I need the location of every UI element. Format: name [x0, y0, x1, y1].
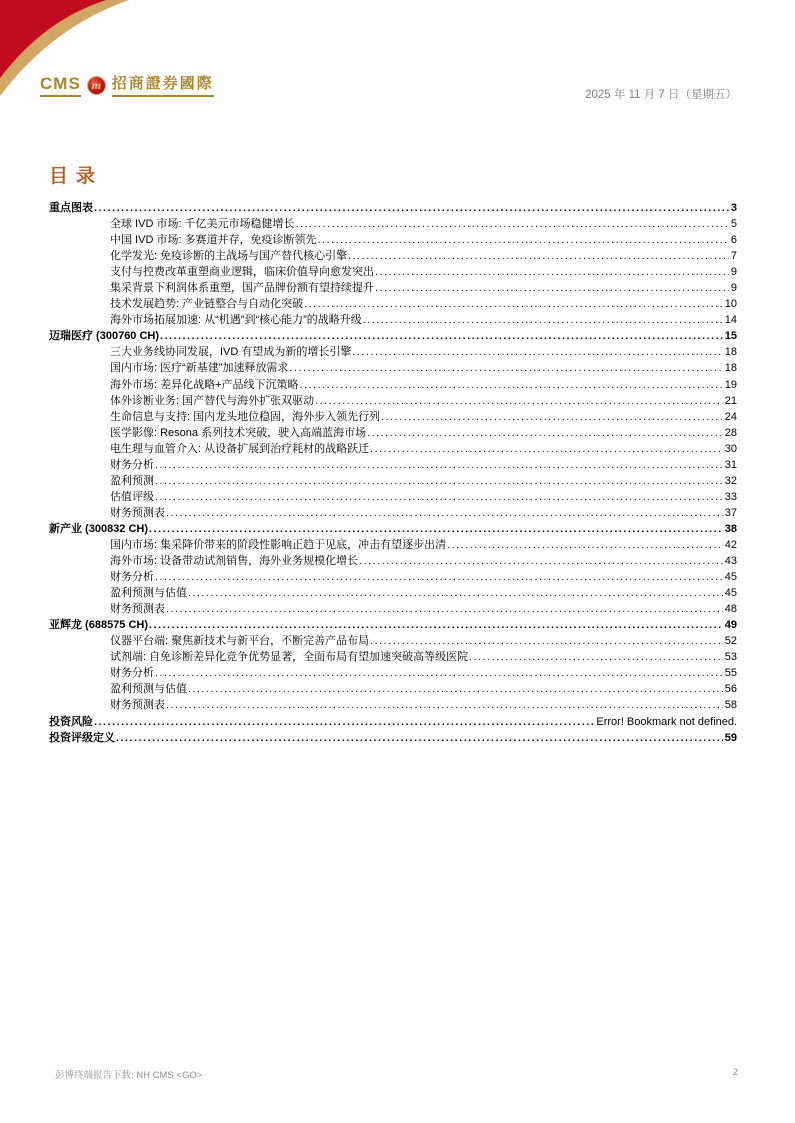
toc-entry-title: 盈利预测与估值: [110, 587, 187, 600]
toc-entry-title: 财务预测表: [110, 699, 165, 712]
toc-entry-title: 仪器平台端: 聚焦新技术与新平台，不断完善产品布局: [110, 635, 370, 648]
toc-leader: [303, 296, 723, 312]
toc-entry-page: 58: [724, 699, 737, 712]
toc-entry-title: 海外市场: 设备带动试剂销售，海外业务规模化增长: [110, 555, 359, 568]
toc-entry-title: 盈利预测与估值: [110, 683, 187, 696]
cms-brand-name: 招商證券國際: [112, 77, 214, 97]
toc-leader: [380, 409, 723, 425]
toc-entry-title: 电生理与血管介入: 从设备扩展到治疗耗材的战略跃迁: [110, 442, 370, 455]
toc-entry-page: 37: [724, 506, 737, 519]
bloomberg-code: 彭博终端报告下载: NH CMS <GO>: [55, 1070, 203, 1081]
toc-entry-title: 化学发光: 免疫诊断的主战场与国产替代核心引擎: [110, 250, 348, 263]
toc-entry-title: 三大业务线协同发展，IVD 有望成为新的增长引擎: [110, 346, 352, 359]
toc-entry-title: 集采背景下利润体系重塑，国产品牌份额有望持续提升: [110, 282, 374, 295]
toc-entry[interactable]: [49, 457, 737, 473]
toc-leader: [288, 360, 722, 376]
toc-entry[interactable]: [49, 328, 737, 344]
toc-leader: [159, 328, 723, 344]
toc-leader: [362, 312, 723, 328]
toc-entry[interactable]: [49, 617, 737, 633]
toc-leader: [351, 344, 722, 360]
toc-entry[interactable]: [49, 377, 737, 393]
toc-leader: [374, 280, 729, 296]
toc-entry-title: 重点图表: [49, 202, 93, 214]
toc-entry-page: 55: [724, 667, 737, 680]
toc-entry[interactable]: [49, 633, 737, 649]
toc-entry-page: 32: [724, 474, 737, 487]
toc-entry-title: 盈利预测: [110, 474, 154, 487]
toc-leader: [154, 489, 723, 505]
toc-entry-page: 33: [724, 490, 737, 503]
toc-entry-page: 31: [724, 458, 737, 471]
toc-entry-page: 6: [730, 234, 737, 247]
toc-entry[interactable]: [49, 200, 737, 216]
toc-entry-page: 43: [724, 555, 737, 568]
toc-leader: [165, 601, 723, 617]
toc-entry-title: 投资风险: [49, 715, 93, 728]
table-of-contents: [49, 161, 737, 746]
toc-entry-title: 支付与控费改革重塑商业逻辑，临床价值导向愈发突出: [110, 266, 374, 279]
toc-entry[interactable]: [49, 714, 737, 730]
toc-leader: [299, 377, 723, 393]
toc-entry[interactable]: [49, 730, 737, 746]
page-number: 2: [732, 1067, 738, 1078]
toc-entry[interactable]: [49, 425, 737, 441]
toc-entry-page: 42: [724, 538, 737, 551]
toc-entry[interactable]: [49, 537, 737, 553]
toc-entry-page: 14: [724, 314, 737, 327]
toc-leader: [366, 425, 723, 441]
toc-entry-page: 59: [724, 731, 737, 744]
toc-entry-page: 3: [730, 202, 737, 214]
toc-entry-title: 医学影像: Resona 系列技术突破，驶入高端蓝海市场: [110, 426, 367, 439]
toc-leader: [154, 473, 723, 489]
toc-entry[interactable]: [49, 280, 737, 296]
toc-leader: [317, 232, 729, 248]
toc-entry-title: 亚辉龙 (688575 CH): [49, 619, 149, 632]
toc-entry-title: 体外诊断业务: 国产替代与海外扩张双驱动: [110, 394, 315, 407]
toc-entry[interactable]: [49, 344, 737, 360]
toc-entry-title: 国内市场: 医疗“新基建”加速释放需求: [110, 362, 289, 375]
toc-entry-title: 估值评级: [110, 490, 154, 503]
toc-entry-title: 海外市场拓展加速: 从“机遇”到“核心能力”的战略升级: [110, 314, 362, 327]
toc-entry-page: 28: [724, 426, 737, 439]
toc-entry-page: 18: [724, 362, 737, 375]
toc-leader: [115, 730, 723, 746]
toc-leader: [314, 393, 723, 409]
toc-entry[interactable]: [49, 681, 737, 697]
toc-entry[interactable]: [49, 409, 737, 425]
toc-entry-page: 18: [724, 346, 737, 359]
toc-leader: [468, 649, 723, 665]
toc-entry-title: 财务分析: [110, 458, 154, 471]
toc-entry[interactable]: [49, 665, 737, 681]
toc-leader: [187, 585, 723, 601]
toc-entry-title: 全球 IVD 市场: 千亿美元市场稳健增长: [110, 218, 295, 231]
toc-entry[interactable]: [49, 601, 737, 617]
toc-entry-page: 10: [724, 298, 737, 311]
toc-entry[interactable]: [49, 569, 737, 585]
toc-entry-page: 49: [724, 619, 737, 632]
footer: [55, 1067, 738, 1081]
toc-leader: [165, 697, 723, 713]
toc-entry[interactable]: [49, 248, 737, 264]
toc-entry-page: 45: [724, 587, 737, 600]
toc-leader: [148, 617, 723, 633]
toc-entry-title: 国内市场: 集采降价带来的阶段性影响正趋于见底，冲击有望逐步出清: [110, 538, 447, 551]
toc-entry-page: 30: [724, 442, 737, 455]
toc-leader: [295, 216, 729, 232]
toc-entry-page: 9: [730, 266, 737, 279]
toc-entry-page: 56: [724, 683, 737, 696]
toc-entry[interactable]: [49, 473, 737, 489]
toc-leader: [93, 714, 594, 730]
toc-entry[interactable]: [49, 296, 737, 312]
toc-entry[interactable]: [49, 360, 737, 376]
toc-entry-page: 48: [724, 603, 737, 616]
toc-leader: [154, 457, 723, 473]
toc-entry-title: 海外市场: 差异化战略+产品线下沉策略: [110, 378, 299, 391]
toc-entry[interactable]: [49, 264, 737, 280]
toc-entry[interactable]: [49, 441, 737, 457]
toc-list: [49, 200, 737, 746]
toc-entry[interactable]: [49, 585, 737, 601]
toc-entry[interactable]: [49, 232, 737, 248]
toc-entry[interactable]: [49, 697, 737, 713]
toc-entry-page: 52: [724, 635, 737, 648]
toc-title: 目录: [49, 166, 104, 187]
toc-entry-page: 45: [724, 571, 737, 584]
toc-entry-page: 5: [730, 218, 737, 231]
toc-leader: [374, 264, 729, 280]
toc-entry[interactable]: [49, 489, 737, 505]
toc-entry[interactable]: [49, 553, 737, 569]
toc-entry-title: 生命信息与支持: 国内龙头地位稳固，海外步入领先行列: [110, 410, 381, 423]
toc-entry-title: 迈瑞医疗 (300760 CH): [49, 330, 160, 343]
toc-entry-title: 财务预测表: [110, 506, 165, 519]
toc-entry[interactable]: [49, 521, 737, 537]
toc-leader: [187, 681, 723, 697]
toc-leader: [446, 537, 723, 553]
toc-entry-page: 9: [730, 282, 737, 295]
toc-entry-page: 21: [724, 394, 737, 407]
toc-entry-page: 38: [724, 522, 737, 535]
toc-entry-title: 财务分析: [110, 667, 154, 680]
toc-entry-title: 技术发展趋势: 产业链整合与自动化突破: [110, 298, 304, 311]
report-date: 2025 年 11 月 7 日（星期五）: [585, 89, 737, 101]
toc-leader: [148, 521, 723, 537]
toc-entry-page: 19: [724, 378, 737, 391]
toc-leader: [369, 441, 723, 457]
toc-entry[interactable]: [49, 649, 737, 665]
toc-entry[interactable]: [49, 393, 737, 409]
toc-leader: [93, 200, 729, 216]
toc-leader: [347, 248, 729, 264]
cms-monogram-icon: m: [87, 76, 106, 95]
toc-leader: [154, 665, 723, 681]
toc-leader: [369, 633, 723, 649]
toc-entry[interactable]: [49, 312, 737, 328]
toc-leader: [154, 569, 723, 585]
toc-entry-title: 投资评级定义: [49, 731, 115, 744]
toc-entry-title: 财务预测表: [110, 603, 165, 616]
toc-entry-page: 7: [730, 250, 737, 263]
cms-logo-text: CMS: [40, 75, 81, 97]
toc-entry-title: 财务分析: [110, 571, 154, 584]
toc-leader: [165, 505, 723, 521]
cms-logo: [40, 75, 214, 97]
toc-entry-page: 15: [724, 330, 737, 343]
toc-entry-title: 试剂端: 自免诊断差异化竞争优势显著，全面布局有望加速突破高等级医院: [110, 651, 469, 664]
toc-entry-page: 53: [724, 651, 737, 664]
toc-entry-title: 新产业 (300832 CH): [49, 522, 149, 535]
toc-entry[interactable]: [49, 505, 737, 521]
toc-entry-title: 中国 IVD 市场: 多赛道并存，免疫诊断领先: [110, 234, 317, 247]
toc-entry-page: 24: [724, 410, 737, 423]
toc-entry[interactable]: [49, 216, 737, 232]
toc-leader: [358, 553, 723, 569]
toc-entry-page: Error! Bookmark not defined.: [596, 715, 737, 728]
